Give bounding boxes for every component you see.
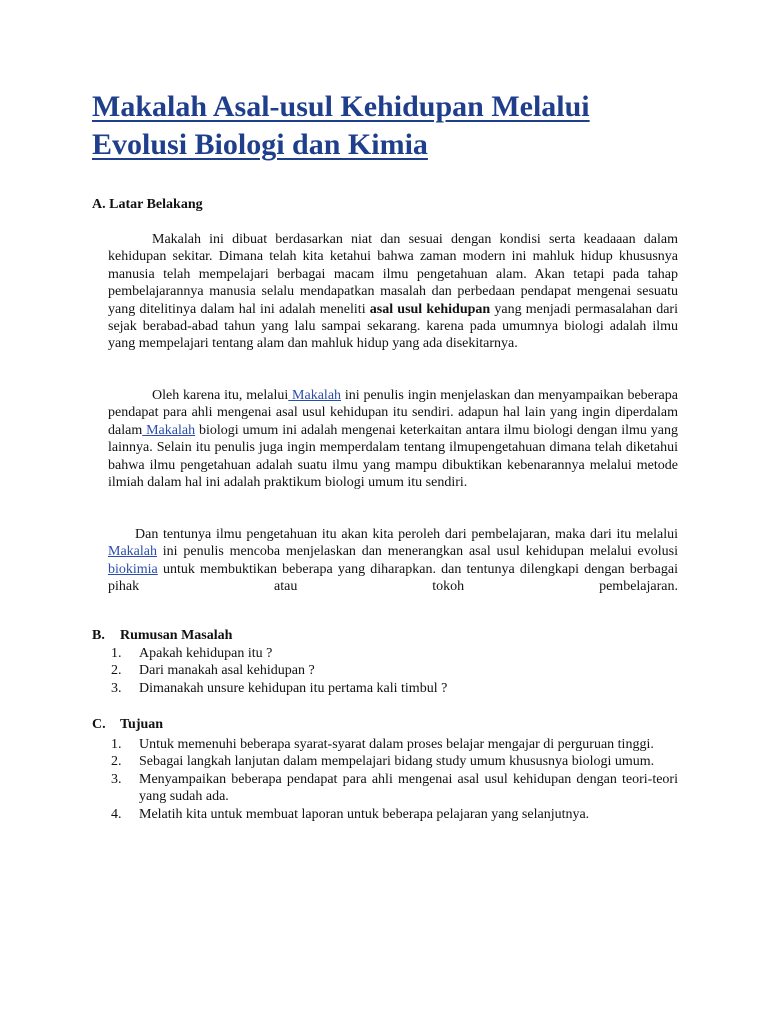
list-item: 2. Dari manakah asal kehidupan ? (111, 663, 315, 679)
section-c-heading (92, 716, 163, 734)
section-b-heading (92, 627, 232, 645)
section-c-label: C. (92, 717, 106, 732)
tujuan-list (108, 736, 678, 823)
list-item: 4. Melatih kita untuk membuat laporan untuk beberapa pelajaran yang selanjutnya. (111, 806, 590, 822)
biokimia-link[interactable]: biokimia (108, 561, 158, 577)
section-a-heading (92, 196, 203, 214)
list-item: 3. Dimanakah unsure kehidupan itu pertama kali timbul ? (111, 680, 448, 696)
document-title: Makalah Asal-usul Kehidupan Melalui Evolusi Biologi dan Kimia (92, 90, 590, 161)
paragraph-latar-belakang-1: Makalah ini dibuat berdasarkan niat dan sesuai dengan kondisi serta keadaaan dalam kehidupan sekitar. Dimana telah kita ketahui bahwa zaman modern ini mahluk hidup khususnya manusia telah mempelajari berbagai macam ilmu pengetahuan alam. Akan tetapi pada tahap pembelajarannya manusia selalu mendapatkan masalah dan perbedaan pendapat mengenai sesuatu yang ditelitinya dalam hal ini adalah meneliti asal usul kehidupan yang menjadi permasalahan dari sejak berabad-abad tahun yang lalu sampai sekarang. karena pada umumnya biologi adalah ilmu yang mempelajari tentang alam dan mahluk hidup yang ada disekitarnya. (108, 232, 678, 352)
section-b-title: Rumusan Masalah (120, 628, 233, 643)
list-item: 2. Sebagai langkah lanjutan dalam mempelajari bidang study umum khususnya biologi umum. (111, 754, 655, 770)
rumusan-masalah-list (108, 645, 678, 697)
makalah-link[interactable]: Makalah (108, 544, 157, 560)
makalah-link[interactable]: Makalah (288, 388, 342, 403)
makalah-link[interactable]: Makalah (142, 422, 196, 438)
section-a-label: A. (92, 197, 106, 212)
section-c-title: Tujuan (120, 717, 164, 732)
paragraph-latar-belakang-3: Dan tentunya ilmu pengetahuan itu akan kita peroleh dari pembelajaran, maka dari itu melalui Makalah ini penulis mencoba menjelaskan dan menerangkan asal usul kehidupan melalui evolusi biokimia untuk membuktikan beberapa yang diharapkan. dan tentunya dilengkapi dengan berbagai pihak atau tokoh pembelajaran. (108, 527, 678, 595)
paragraph-latar-belakang-2: Oleh karena itu, melalui Makalah ini penulis ingin menjelaskan dan menyampaikan beberapa pendapat para ahli mengenai asal usul kehidupan itu sendiri. adapun hal lain yang ingin diperdalam dalam Makalah biologi umum ini adalah mengenai keterkaitan antara ilmu biologi dengan ilmu yang lainnya. Selain itu penulis juga ingin memperdalam tentang ilmupengetahuan dimana telah diketahui bahwa ilmu pengetahuan adalah suatu ilmu yang mampu dibuktikan kebenarannya melalui metode ilmiah dalam hal ini adalah praktikum biologi umum itu sendiri. (108, 388, 678, 491)
list-item: 1. Untuk memenuhi beberapa syarat-syarat dalam proses belajar mengajar di perguruan tinggi. (111, 737, 654, 752)
section-b-label: B. (92, 628, 105, 643)
section-a-title: Latar Belakang (109, 197, 203, 212)
bold-phrase: asal usul kehidupan (369, 301, 491, 317)
list-item: 3. Menyampaikan beberapa pendapat para ahli mengenai asal usul kehidupan dengan teori-teori yang sudah ada. (111, 771, 678, 805)
list-item: 1. Apakah kehidupan itu ? (111, 646, 273, 661)
